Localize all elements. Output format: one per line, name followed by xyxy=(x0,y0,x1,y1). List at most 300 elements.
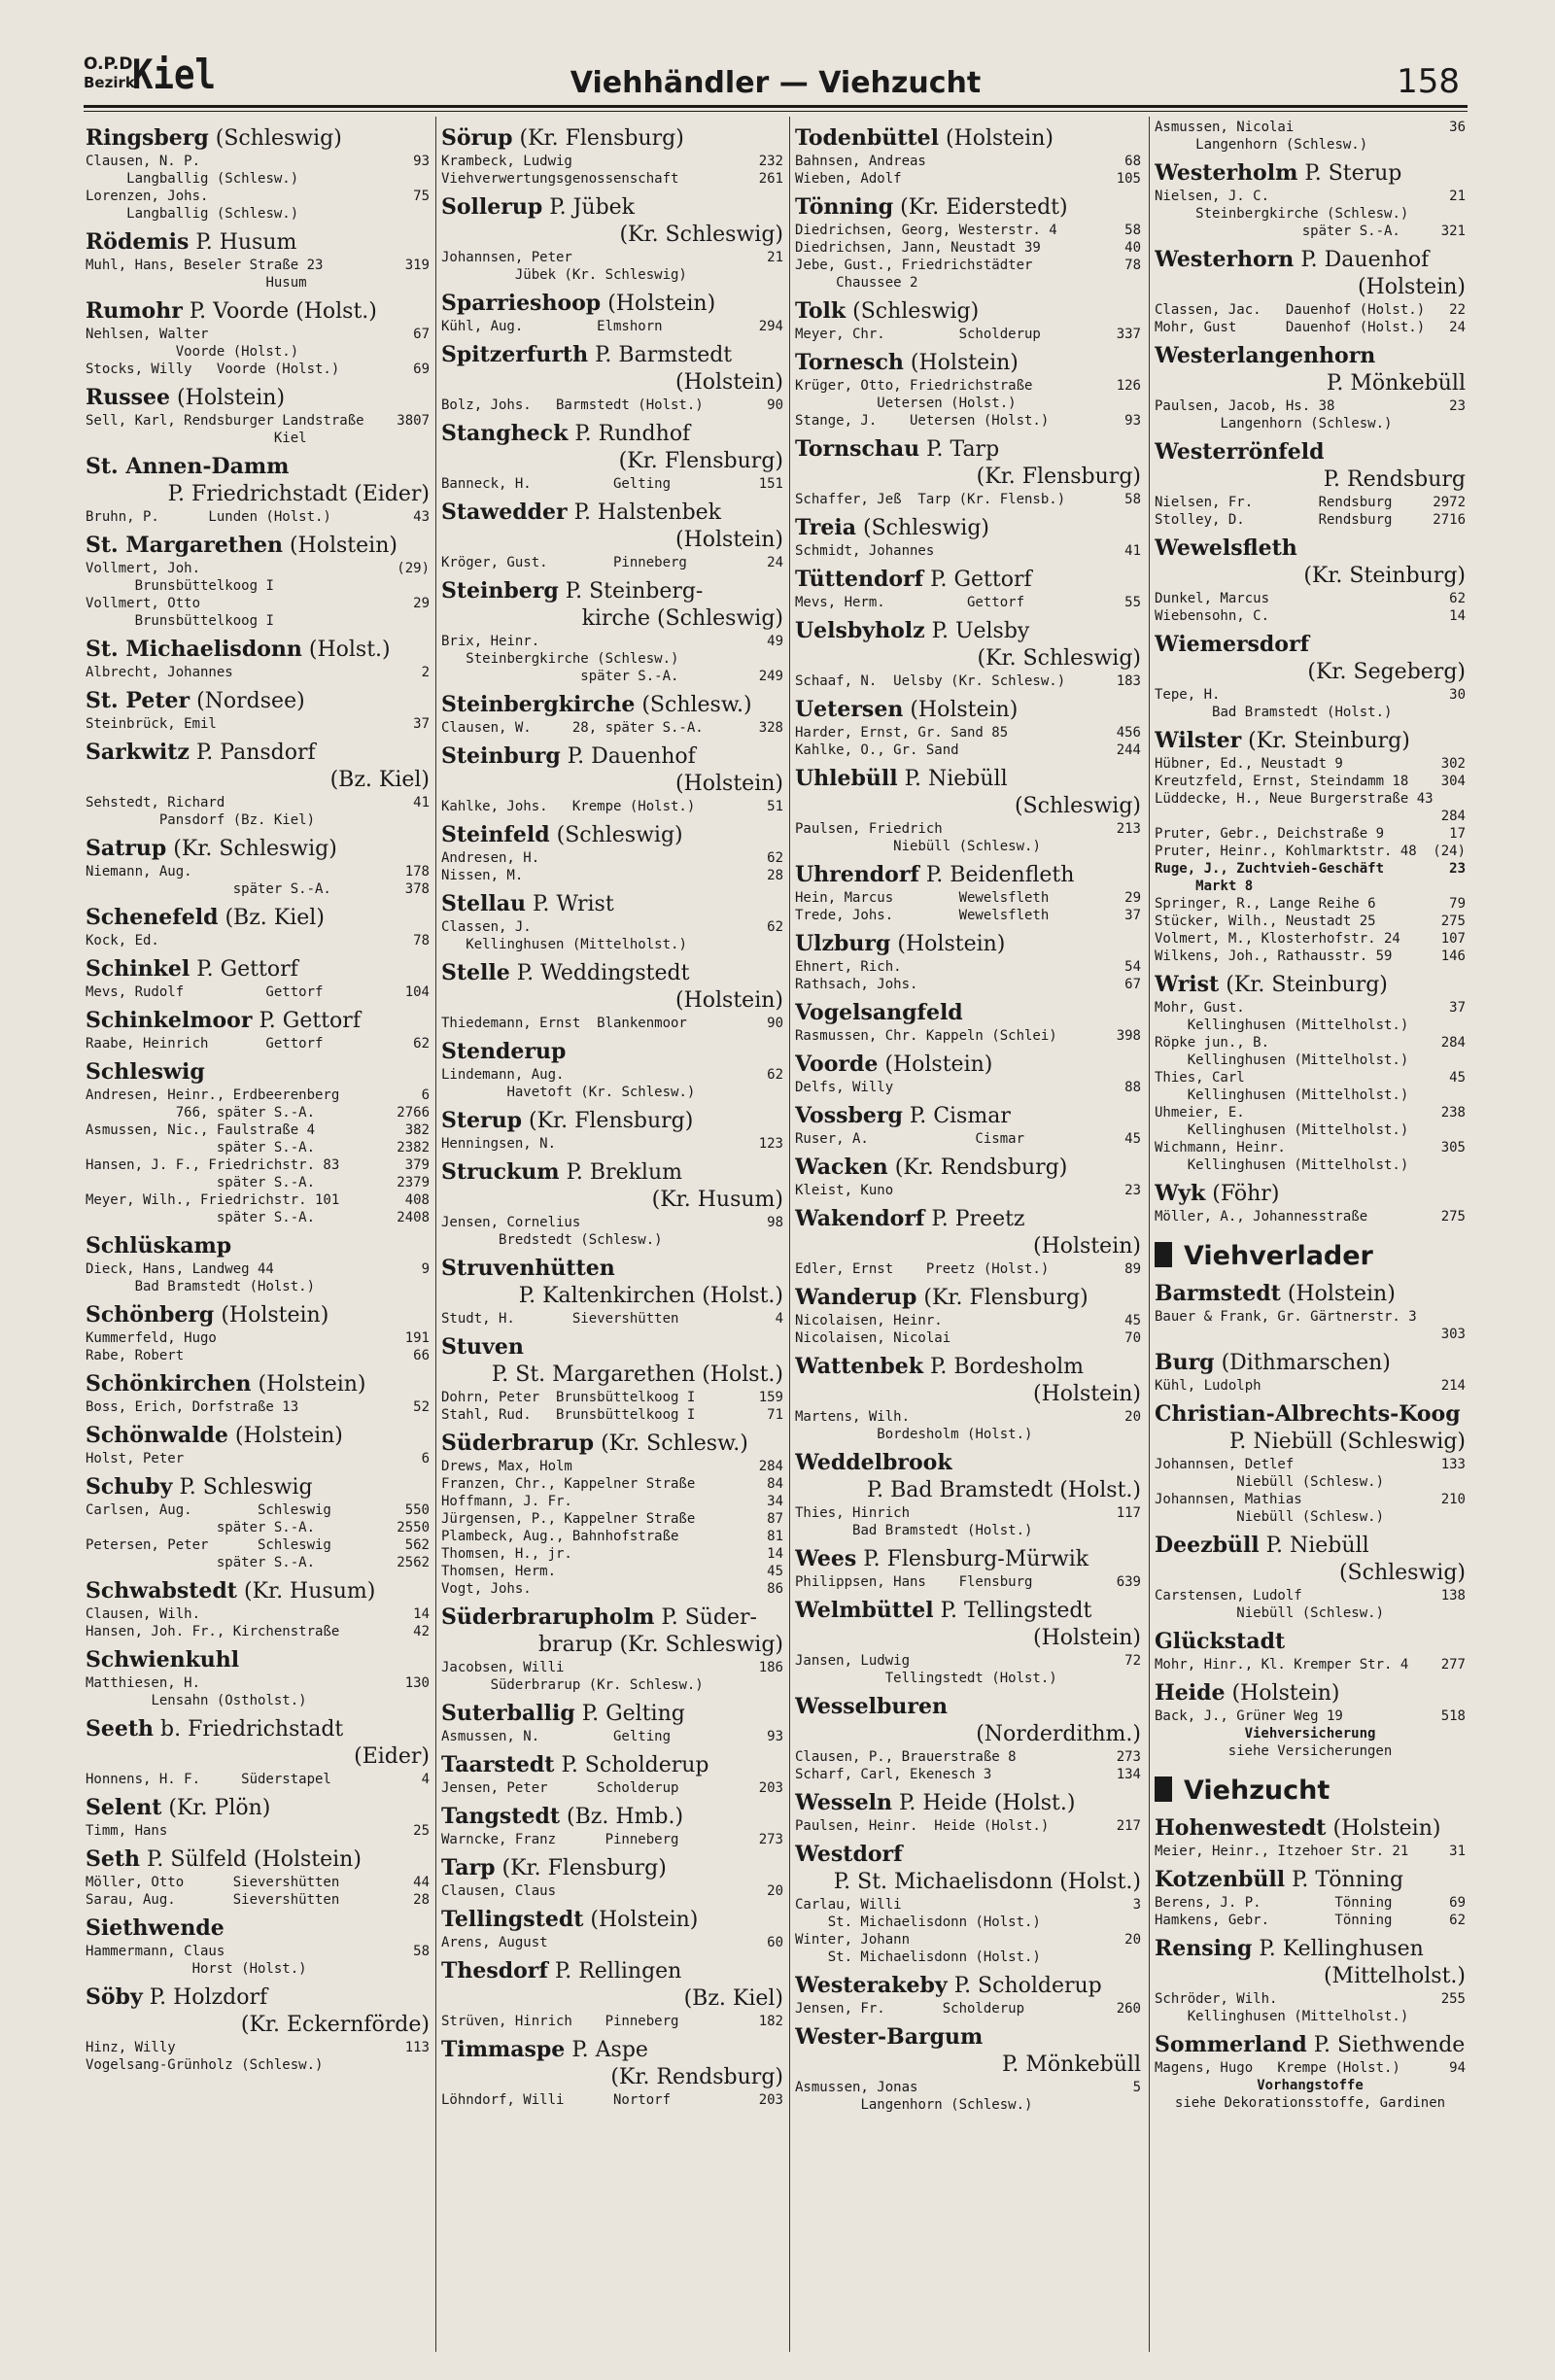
place-heading xyxy=(1155,438,1466,494)
entry-text: Sehstedt, Richard Pansdorf (Bz. Kiel) xyxy=(86,795,316,828)
listing-entry xyxy=(441,798,783,815)
page-header xyxy=(84,47,1468,113)
place-name: Suterballig xyxy=(441,1701,575,1726)
listing-entry xyxy=(86,1771,430,1788)
place-heading xyxy=(441,124,783,153)
listing-entry xyxy=(86,257,430,292)
place-postal: (Holst.) xyxy=(308,638,391,662)
place-heading xyxy=(441,1430,783,1458)
place-name: Wrist xyxy=(1155,972,1220,997)
entry-number: 93 xyxy=(413,154,430,169)
entry-number: 321 xyxy=(1440,224,1466,239)
entry-number: 21 xyxy=(1449,189,1466,204)
listing-entry xyxy=(441,249,783,284)
place-name: Deezbüll xyxy=(1155,1533,1260,1558)
entry-text: Viehverwertungsgenossenschaft xyxy=(441,171,679,187)
entry-number: 3 xyxy=(1132,1897,1141,1913)
entry-number: 284 xyxy=(1440,809,1466,824)
entry-number: 72 xyxy=(1124,1653,1141,1669)
listing-entry xyxy=(86,1191,430,1209)
place-postal: P. Siethwende xyxy=(1313,2033,1466,2057)
entry-text xyxy=(1155,808,1434,825)
entry-number: 93 xyxy=(767,1729,783,1744)
listing-entry xyxy=(1155,686,1466,721)
header-bezirk: Bezirk xyxy=(84,74,135,91)
listing-entry xyxy=(86,412,430,447)
entry-text: Kock, Ed. xyxy=(86,933,159,949)
entry-text: Bolz, Johs. Barmstedt (Holst.) xyxy=(441,397,704,413)
listing-entry xyxy=(795,170,1141,188)
entry-text: Carlsen, Aug. Schleswig xyxy=(86,1502,331,1518)
entry-text: Wiebensohn, C. xyxy=(1155,608,1270,624)
listing-entry xyxy=(86,1139,430,1156)
listing-entry xyxy=(441,1015,783,1032)
entry-number: 2550 xyxy=(397,1520,430,1535)
entry-text: Nielsen, J. C. Steinbergkirche (Schlesw.) xyxy=(1155,189,1409,222)
place-heading xyxy=(1155,1349,1466,1377)
place-postal: P. Holzdorf xyxy=(149,1985,268,2010)
entry-number: 2379 xyxy=(397,1175,430,1190)
entry-number: 203 xyxy=(758,2092,783,2108)
place-region: (Holstein) xyxy=(1033,1626,1141,1650)
place-heading xyxy=(1155,159,1466,188)
listing-entry xyxy=(1155,1587,1466,1622)
place-postal: P. Bordesholm xyxy=(930,1355,1084,1379)
place-name: Treia xyxy=(795,515,856,540)
entry-text: später S.-A. xyxy=(86,1140,316,1156)
cross-reference: siehe Versicherungen xyxy=(1227,1743,1393,1759)
listing-entry xyxy=(795,2000,1141,2018)
listing-entry xyxy=(86,508,430,526)
listing-entry xyxy=(86,880,430,898)
place-postal: P. Pansdorf xyxy=(195,741,316,765)
place-heading xyxy=(441,1255,783,1310)
entry-text: Mevs, Herm. Gettorf xyxy=(795,595,1025,610)
entry-text: Hammermann, Claus Horst (Holst.) xyxy=(86,1944,307,1977)
place-heading xyxy=(795,1154,1141,1182)
place-postal: (Holstein) xyxy=(897,932,1006,956)
listing-entry xyxy=(86,1822,430,1840)
entry-number: 93 xyxy=(1124,413,1141,429)
listing-entry xyxy=(795,2079,1141,2114)
place-heading xyxy=(86,1232,430,1260)
place-postal: P. Kellinghusen xyxy=(1259,1937,1424,1961)
entry-text: Mevs, Rudolf Gettorf xyxy=(86,984,324,1000)
entry-number: 58 xyxy=(1124,492,1141,507)
listing-entry xyxy=(795,239,1141,257)
entry-number: 210 xyxy=(1440,1492,1466,1507)
place-postal: P. Beidenfleth xyxy=(925,863,1075,887)
entry-text: Jensen, Fr. Scholderup xyxy=(795,2001,1025,2017)
entry-number: 45 xyxy=(1124,1313,1141,1328)
entry-text: Möller, Otto Sievershütten xyxy=(86,1875,340,1890)
entry-text: Stocks, Willy Voorde (Holst.) xyxy=(86,362,340,377)
place-name: Tornesch xyxy=(795,350,904,375)
place-region: P. Mönkebüll xyxy=(1002,2052,1141,2077)
place-postal: P. Preetz xyxy=(931,1207,1025,1231)
listing-entry xyxy=(1155,790,1466,808)
entry-number: 45 xyxy=(1449,1070,1466,1086)
entry-text: Bahnsen, Andreas xyxy=(795,154,926,169)
listing-entry xyxy=(1155,1308,1466,1326)
entry-text: Henningsen, N. xyxy=(441,1136,557,1152)
entry-number: 456 xyxy=(1116,725,1141,741)
place-region: (Kr. Segeberg) xyxy=(1307,660,1466,684)
entry-number: 51 xyxy=(767,799,783,814)
place-postal: (Kr. Flensburg) xyxy=(923,1286,1088,1310)
entry-text: Schaffer, Jeß Tarp (Kr. Flensb.) xyxy=(795,492,1066,507)
entry-text: Ruser, A. Cismar xyxy=(795,1131,1025,1147)
listing-entry xyxy=(795,1260,1141,1278)
place-postal: (Schleswig) xyxy=(862,516,990,540)
listing-entry xyxy=(795,1748,1141,1766)
entry-number: 28 xyxy=(767,868,783,883)
place-name: Söby xyxy=(86,1984,143,2010)
place-heading xyxy=(795,1972,1141,2000)
place-name: Wanderup xyxy=(795,1285,917,1310)
place-name: Selent xyxy=(86,1795,162,1820)
place-name: Tarp xyxy=(441,1855,496,1880)
listing-entry xyxy=(1155,1912,1466,1929)
entry-text: Paulsen, Heinr. Heide (Holst.) xyxy=(795,1818,1050,1834)
listing-entry xyxy=(86,1450,430,1467)
entry-number: 191 xyxy=(404,1330,430,1346)
entry-number: 90 xyxy=(767,397,783,413)
entry-number: 2972 xyxy=(1433,495,1466,510)
place-name: Schlüskamp xyxy=(86,1233,232,1259)
entry-text: Lüddecke, H., Neue Burgerstraße 43 xyxy=(1155,791,1434,807)
section-title: Viehverlader xyxy=(1184,1241,1373,1271)
entry-number: (29) xyxy=(397,561,430,576)
place-heading xyxy=(441,821,783,849)
place-postal: P. Niebüll xyxy=(904,767,1008,791)
entry-text: Diedrichsen, Jann, Neustadt 39 xyxy=(795,240,1041,256)
entry-number: 29 xyxy=(413,596,430,611)
place-name: Barmstedt xyxy=(1155,1281,1281,1306)
listing-entry xyxy=(441,170,783,188)
place-postal: P. Gelting xyxy=(581,1702,685,1726)
section-heading xyxy=(1155,1239,1466,1274)
place-postal: P. Wrist xyxy=(533,892,614,916)
place-heading xyxy=(441,1700,783,1728)
entry-number: 42 xyxy=(413,1624,430,1639)
listing-entry xyxy=(441,1406,783,1424)
entry-text: Classen, J. Kellinghusen (Mittelholst.) xyxy=(441,919,687,952)
place-name: Steinbergkirche xyxy=(441,692,636,717)
entry-text: Pruter, Heinr., Kohlmarktstr. 48 xyxy=(1155,844,1417,859)
listing-entry xyxy=(1155,843,1466,860)
place-heading xyxy=(441,890,783,918)
entry-number: 52 xyxy=(413,1399,430,1415)
entry-number: 62 xyxy=(413,1036,430,1052)
listing-entry xyxy=(1155,1104,1466,1139)
entry-number: 130 xyxy=(404,1675,430,1691)
listing-entry xyxy=(795,377,1141,412)
place-region: (Holstein) xyxy=(675,528,783,552)
place-name: Sollerup xyxy=(441,194,543,220)
place-postal: P. Jübek xyxy=(549,195,636,220)
entry-text: Asmussen, Jonas Langenhorn (Schlesw.) xyxy=(795,2080,1033,2113)
entry-text: Andresen, Heinr., Erdbeerenberg xyxy=(86,1087,340,1103)
entry-text: Drews, Max, Holm xyxy=(441,1459,572,1474)
place-heading xyxy=(795,349,1141,377)
entry-text: Rasmussen, Chr. Kappeln (Schlei) xyxy=(795,1028,1057,1044)
listing-entry xyxy=(795,1817,1141,1835)
place-name: Uhlebüll xyxy=(795,766,898,791)
entry-text: Vollmert, Joh. Brunsbüttelkoog I xyxy=(86,561,274,594)
listing-entry xyxy=(86,2039,430,2074)
place-heading xyxy=(441,1803,783,1831)
entry-text: Tepe, H. Bad Bramstedt (Holst.) xyxy=(1155,687,1393,720)
place-heading xyxy=(795,566,1141,594)
listing-entry xyxy=(86,1209,430,1226)
entry-number: 178 xyxy=(404,864,430,880)
listing-entry xyxy=(86,1943,430,1978)
entry-text: Clausen, W. 28, später S.-A. xyxy=(441,720,704,736)
listing-entry xyxy=(795,1130,1141,1148)
directory-columns xyxy=(86,119,1466,2363)
place-heading xyxy=(1155,246,1466,301)
entry-number: 639 xyxy=(1116,1574,1141,1590)
place-heading xyxy=(441,1333,783,1389)
place-postal: (Kr. Plön) xyxy=(168,1796,271,1820)
listing-entry xyxy=(441,1779,783,1797)
entry-text: Dunkel, Marcus xyxy=(1155,591,1270,606)
listing-entry xyxy=(441,475,783,493)
entry-number: 78 xyxy=(1124,258,1141,273)
listing-entry xyxy=(86,1874,430,1891)
place-heading xyxy=(86,904,430,932)
entry-text: Clausen, Claus xyxy=(441,1883,557,1899)
place-heading xyxy=(1155,1180,1466,1208)
entry-number: 2382 xyxy=(397,1140,430,1156)
entry-number: 86 xyxy=(767,1581,783,1597)
place-region: (Bz. Kiel) xyxy=(329,768,430,792)
entry-number: 550 xyxy=(404,1502,430,1518)
entry-number: 117 xyxy=(1116,1505,1141,1521)
listing-entry xyxy=(1155,1456,1466,1491)
cross-reference: Vorhangstoffe xyxy=(1257,2078,1364,2093)
listing-entry xyxy=(441,1563,783,1580)
listing-entry xyxy=(86,983,430,1001)
place-postal: P. Rellingen xyxy=(554,1959,682,1983)
entry-text: Niemann, Aug. xyxy=(86,864,192,880)
listing-entry xyxy=(86,664,430,681)
column-1 xyxy=(86,119,430,2363)
place-name: Wilster xyxy=(1155,728,1242,753)
listing-entry xyxy=(795,412,1141,430)
place-postal: P. Süder- xyxy=(661,1605,757,1630)
entry-text: Thomsen, Herm. xyxy=(441,1564,557,1579)
place-heading xyxy=(795,297,1141,326)
place-name: Steinfeld xyxy=(441,822,550,847)
place-postal: (Holstein) xyxy=(1332,1816,1441,1841)
listing-entry xyxy=(441,1545,783,1563)
listing-entry xyxy=(441,397,783,414)
entry-text: Warncke, Franz Pinneberg xyxy=(441,1832,679,1847)
place-region: (Holstein) xyxy=(1033,1382,1141,1406)
place-region: P. St. Margarethen (Holst.) xyxy=(491,1362,783,1387)
place-name: Thesdorf xyxy=(441,1958,548,1983)
header-rule-thick xyxy=(84,105,1468,108)
listing-entry xyxy=(1155,2059,1466,2077)
place-heading xyxy=(441,1906,783,1934)
entry-text: Nehlsen, Walter Voorde (Holst.) xyxy=(86,327,299,360)
entry-text: Arens, August xyxy=(441,1935,548,1950)
place-name: Tornschau xyxy=(795,436,920,462)
place-heading xyxy=(1155,631,1466,686)
entry-text: Berens, J. P. Tönning xyxy=(1155,1895,1393,1911)
entry-number: 104 xyxy=(404,984,430,1000)
place-heading xyxy=(795,999,1141,1027)
entry-number: 260 xyxy=(1116,2001,1141,2017)
place-name: Kotzenbüll xyxy=(1155,1867,1286,1892)
place-heading xyxy=(1155,1400,1466,1456)
entry-number: 105 xyxy=(1116,171,1141,187)
entry-number: 30 xyxy=(1449,687,1466,703)
entry-text: Back, J., Grüner Weg 19 xyxy=(1155,1708,1343,1724)
entry-text: später S.-A. xyxy=(441,669,679,684)
listing-entry xyxy=(795,724,1141,742)
listing-entry xyxy=(441,1510,783,1528)
place-postal: P. Heide (Holst.) xyxy=(899,1791,1076,1815)
entry-number: 302 xyxy=(1440,756,1466,772)
place-postal: P. Niebüll xyxy=(1265,1534,1369,1558)
entry-number: 58 xyxy=(413,1944,430,1959)
entry-text: Strüven, Hinrich Pinneberg xyxy=(441,2014,679,2029)
listing-entry xyxy=(1155,948,1466,965)
place-region: (Holstein) xyxy=(1033,1234,1141,1259)
entry-text: Sarau, Aug. Sievershütten xyxy=(86,1892,340,1908)
place-postal: (Kr. Eiderstedt) xyxy=(900,195,1068,220)
entry-text: Krüger, Otto, Friedrichstraße Uetersen (Holst.) xyxy=(795,378,1033,411)
listing-entry xyxy=(1155,808,1466,825)
place-region: P. St. Michaelisdonn (Holst.) xyxy=(833,1870,1141,1894)
entry-number: 113 xyxy=(404,2040,430,2055)
place-name: St. Peter xyxy=(86,688,190,713)
entry-text: Mohr, Gust. Kellinghusen (Mittelholst.) xyxy=(1155,1000,1409,1033)
place-heading xyxy=(86,1058,430,1087)
entry-number: 186 xyxy=(758,1660,783,1675)
listing-entry xyxy=(1155,397,1466,432)
place-name: Rensing xyxy=(1155,1936,1253,1961)
entry-text: Ehnert, Rich. xyxy=(795,959,902,975)
place-heading xyxy=(795,1284,1141,1312)
place-heading xyxy=(441,290,783,318)
entry-text: Steinbrück, Emil xyxy=(86,716,217,732)
entry-text: Hinz, Willy Vogelsang-Grünholz (Schlesw.) xyxy=(86,2040,324,2073)
listing-entry xyxy=(441,1066,783,1101)
entry-number: 4 xyxy=(775,1311,783,1327)
entry-text: Ruge, J., Zuchtvieh-Geschäft Markt 8 xyxy=(1155,861,1385,894)
place-heading xyxy=(86,1473,430,1501)
entry-text: Wilkens, Joh., Rathausstr. 59 xyxy=(1155,949,1393,964)
place-name: Struvenhütten xyxy=(441,1256,615,1281)
entry-text: Clausen, Wilh. xyxy=(86,1606,201,1622)
place-name: Sörup xyxy=(441,125,513,151)
listing-entry xyxy=(1155,1139,1466,1174)
cross-reference: siehe Dekorationsstoffe, Gardinen xyxy=(1174,2095,1446,2111)
place-heading xyxy=(86,739,430,794)
entry-number: 146 xyxy=(1440,949,1466,964)
cross-reference: Viehversicherung xyxy=(1244,1726,1376,1742)
entry-text: Winter, Johann St. Michaelisdonn (Holst.) xyxy=(795,1932,1041,1965)
place-postal: P. Voorde (Holst.) xyxy=(189,299,377,324)
place-name: Weddelbrook xyxy=(795,1450,952,1475)
listing-entry xyxy=(1155,773,1466,790)
entry-number: 14 xyxy=(413,1606,430,1622)
place-heading xyxy=(86,1646,430,1674)
place-postal: (Kr. Steinburg) xyxy=(1248,729,1410,753)
place-name: Süderbrarup xyxy=(441,1431,595,1456)
entry-number: 133 xyxy=(1440,1457,1466,1472)
listing-entry xyxy=(1155,1208,1466,1225)
place-name: Satrup xyxy=(86,836,167,861)
entry-number: 2716 xyxy=(1433,512,1466,528)
entry-number: 84 xyxy=(767,1476,783,1492)
entry-number: 37 xyxy=(1449,1000,1466,1016)
entry-text: Albrecht, Johannes xyxy=(86,665,233,680)
listing-entry xyxy=(795,1182,1141,1199)
entry-number: 41 xyxy=(413,795,430,811)
place-region: (Kr. Flensburg) xyxy=(976,465,1141,489)
listing-entry xyxy=(1155,119,1466,154)
place-postal: (Holstein) xyxy=(289,534,397,558)
place-heading xyxy=(795,1205,1141,1260)
listing-entry xyxy=(1155,1656,1466,1673)
place-postal: P. Scholderup xyxy=(953,1974,1102,1998)
place-name: Rumohr xyxy=(86,298,183,324)
section-heading xyxy=(1155,1774,1466,1809)
entry-number: 23 xyxy=(1449,861,1466,877)
place-heading xyxy=(441,2036,783,2091)
place-heading xyxy=(86,453,430,508)
column-3 xyxy=(795,119,1141,2363)
entry-text: Delfs, Willy xyxy=(795,1080,894,1095)
page-title: Viehhändler — Viehzucht xyxy=(570,66,982,100)
place-postal: (Kr. Rendsburg) xyxy=(894,1156,1068,1180)
place-name: Wesseln xyxy=(795,1790,893,1815)
entry-text: Uhmeier, E. Kellinghusen (Mittelholst.) xyxy=(1155,1105,1409,1138)
listing-entry xyxy=(1155,1326,1466,1343)
place-name: Wakendorf xyxy=(795,1206,925,1231)
entry-text: Kahlke, O., Gr. Sand xyxy=(795,742,959,758)
entry-number: 79 xyxy=(1449,896,1466,912)
entry-text: Nissen, M. xyxy=(441,868,524,883)
listing-entry xyxy=(441,867,783,884)
place-name: St. Annen-Damm xyxy=(86,454,290,479)
place-heading xyxy=(1155,1532,1466,1587)
entry-number: 17 xyxy=(1449,826,1466,842)
place-heading xyxy=(86,955,430,983)
place-name: Stenderup xyxy=(441,1039,567,1064)
entry-number: 62 xyxy=(767,919,783,935)
listing-entry xyxy=(1155,895,1466,913)
listing-entry xyxy=(86,326,430,361)
place-heading xyxy=(1155,535,1466,590)
entry-text: Wichmann, Heinr. Kellinghusen (Mittelholst.) xyxy=(1155,1140,1409,1173)
entry-number: 90 xyxy=(767,1016,783,1031)
place-postal: (Bz. Kiel) xyxy=(225,906,325,930)
place-heading xyxy=(441,1751,783,1779)
place-heading xyxy=(441,1854,783,1882)
place-name: Wiemersdorf xyxy=(1155,632,1310,657)
place-postal: P. Gettorf xyxy=(196,957,298,982)
listing-entry xyxy=(1155,860,1466,895)
place-region: brarup (Kr. Schleswig) xyxy=(537,1633,783,1657)
place-heading xyxy=(795,1841,1141,1896)
listing-entry xyxy=(441,1831,783,1848)
